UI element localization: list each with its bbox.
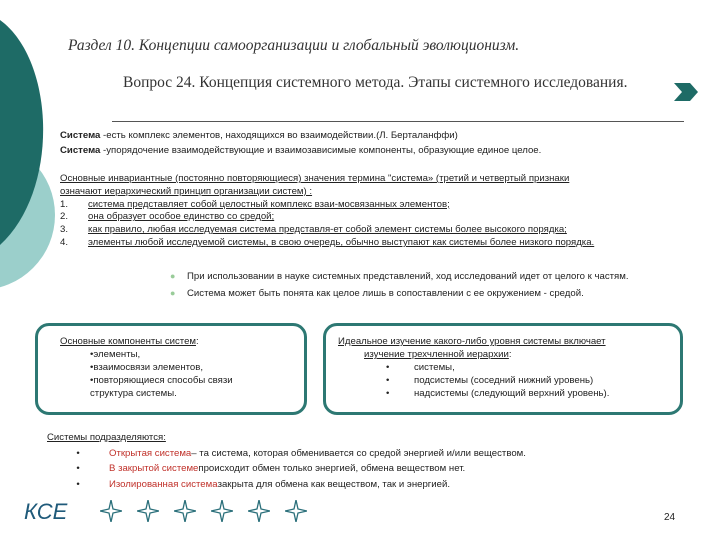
system-classes	[47, 430, 687, 492]
research-points	[170, 270, 670, 300]
component-item: •элементы,	[90, 349, 141, 360]
ideal-item: • надсистемы (следующий верхний уровень).	[386, 388, 610, 399]
star-icon	[211, 500, 233, 522]
question-title: Вопрос 24. Концепция системного метода. Этапы системного исследования.	[123, 74, 628, 91]
component-item: •взаимосвязи элементов,	[90, 362, 204, 373]
star-icon	[100, 500, 122, 522]
research-point: ● Система может быть понята как целое лишь в сопоставлении с ее окружением - средой.	[170, 288, 584, 299]
class-item: • В закрытой системе происходит обмен только энергией, обмена веществом нет.	[76, 463, 466, 474]
star-icon	[285, 500, 307, 522]
ideal-study-box: Идеальное изучение какого-либо уровня системы включает изучение трехчленной иерархии: • системы, • подсистемы (соседний нижний уровень) • надсистемы (следующий верхний уровень).	[323, 323, 683, 415]
component-item: структура системы.	[90, 388, 177, 399]
kse-logo: КСЕ	[24, 499, 68, 524]
ideal-item: • системы,	[386, 362, 455, 373]
component-item: •повторяющиеся способы связи	[90, 375, 233, 386]
title-divider	[112, 121, 684, 122]
page-number: 24	[664, 512, 676, 523]
property-item: 1. система представляет собой целостный комплекс взаи-мосвязанных элементов;	[60, 198, 450, 210]
section-title: Раздел 10. Концепции самоорганизации и глобальный эволюционизм.	[68, 37, 520, 54]
properties-intro-2: означают иерархический принцип организации систем) :	[60, 185, 313, 197]
star-icon	[174, 500, 196, 522]
property-item: 3. как правило, любая исследуемая система представля-ет собой элемент системы более высокого порядка;	[60, 224, 567, 236]
star-icon	[248, 500, 270, 522]
property-item: 4. элементы любой исследуемой системы, в свою очередь, обычно выступают как системы более низкого порядка.	[60, 236, 595, 248]
research-point: ● При использовании в науке системных представлений, ход исследований идет от целого к частям.	[170, 271, 629, 282]
class-item: • Изолированная система закрыта для обмена как веществом, так и энергией.	[76, 478, 451, 490]
definition-2: Система -упорядочение взаимодействующие и взаимозависимые компоненты, образующие единое целое.	[60, 145, 542, 156]
ideal-heading: Идеальное изучение какого-либо уровня системы включает	[338, 336, 606, 347]
star-ornaments	[100, 500, 307, 522]
system-properties	[60, 173, 700, 250]
property-item: 2. она образует особое единство со средой;	[60, 211, 275, 223]
next-slide-arrow-icon[interactable]	[674, 83, 698, 101]
components-heading: Основные компоненты систем	[60, 336, 197, 347]
system-definitions	[60, 128, 700, 158]
bullet-icon: ●	[170, 288, 176, 298]
left-decoration	[0, 0, 60, 300]
components-box: Основные компоненты систем: •элементы, •взаимосвязи элементов, •повторяющиеся способы связи структура системы.	[35, 323, 307, 415]
ideal-item: • подсистемы (соседний нижний уровень)	[386, 375, 594, 386]
properties-intro: Основные инвариантные (постоянно повторяющиеся) значения термина "система» (третий и четвертый признаки	[60, 173, 570, 184]
bullet-icon: ●	[170, 271, 176, 281]
classes-heading: Системы подразделяются:	[47, 432, 166, 443]
class-item: • Открытая система – та система, которая обменивается со средой энергией и/или веществом.	[76, 447, 526, 459]
star-icon	[137, 500, 159, 522]
definition-1: Система -есть комплекс элементов, находящихся во взаимодействии.(Л. Берталанффи)	[60, 130, 458, 141]
